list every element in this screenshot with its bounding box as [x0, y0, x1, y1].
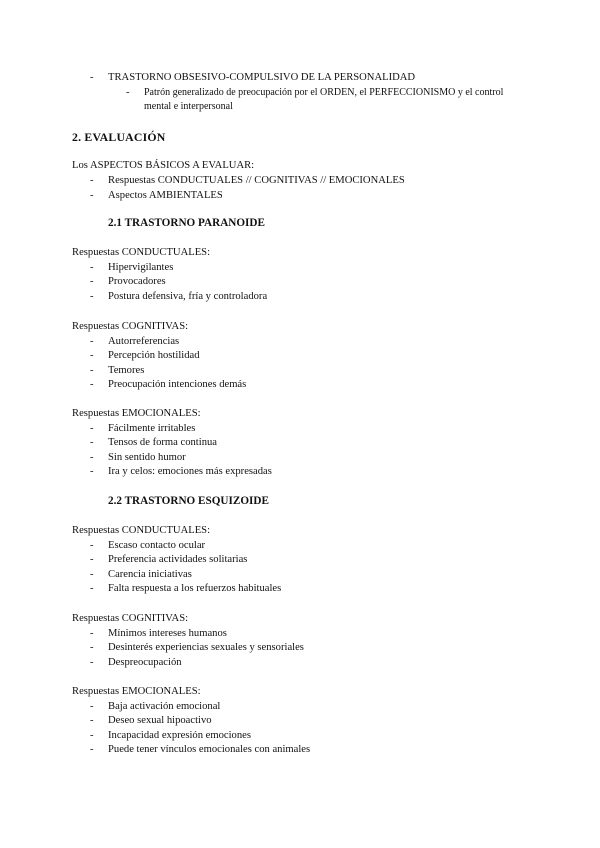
list-item-text: Aspectos AMBIENTALES — [108, 189, 223, 201]
bullet-dash: - — [90, 729, 94, 741]
list-item-text: Despreocupación — [108, 656, 182, 668]
bullet-dash: - — [90, 437, 94, 449]
list-item — [0, 422, 600, 437]
list-item — [0, 189, 600, 204]
list-item-text: Escaso contacto ocular — [108, 539, 206, 551]
list-item — [0, 349, 600, 364]
list-item — [0, 465, 600, 480]
bullet-dash: - — [90, 744, 94, 756]
list-item — [0, 539, 600, 554]
list-item-text: Preocupación intenciones demás — [108, 379, 247, 391]
list-item-text: Baja activación emocional — [108, 700, 221, 712]
bullet-dash: - — [90, 175, 94, 186]
bullet-dash: - — [90, 627, 94, 639]
response-group — [0, 524, 600, 597]
bullet-dash: - — [90, 379, 94, 391]
list-item-text: Postura defensiva, fría y controladora — [108, 290, 268, 302]
response-group — [0, 685, 600, 758]
list-item — [0, 451, 600, 466]
list-item — [0, 553, 600, 568]
list-item-text: Sin sentido humor — [108, 451, 186, 463]
group-title: Respuestas EMOCIONALES: — [72, 408, 201, 419]
response-group — [0, 612, 600, 670]
list-item-text: Deseo sexual hipoactivo — [108, 715, 212, 727]
intro-block — [0, 71, 600, 115]
list-item-text: Mínimos intereses humanos — [108, 627, 227, 639]
bullet-dash: - — [126, 86, 130, 98]
list-item-text: Hipervigilantes — [108, 261, 174, 273]
group-title: Respuestas CONDUCTUALES: — [72, 247, 211, 258]
list-item-text: Ira y celos: emociones más expresadas — [108, 466, 272, 478]
list-item — [0, 714, 600, 729]
list-item-text: Percepción hostilidad — [108, 350, 200, 362]
bullet-dash: - — [90, 656, 94, 668]
list-item-text: Incapacidad expresión emociones — [108, 729, 251, 741]
sub-list-item — [0, 86, 600, 115]
list-item — [0, 743, 600, 758]
bullet-dash: - — [90, 568, 94, 580]
list-item-text: Temores — [108, 364, 145, 376]
list-item-text: Autorreferencias — [108, 335, 180, 347]
list-item — [0, 700, 600, 715]
list-item — [0, 290, 600, 305]
list-item-text: Tensos de forma continua — [108, 437, 217, 449]
bullet-dash: - — [90, 466, 94, 478]
list-item — [0, 335, 600, 350]
bullet-dash: - — [90, 554, 94, 566]
bullet-dash: - — [90, 189, 94, 201]
group-title: Respuestas COGNITIVAS: — [72, 321, 189, 332]
list-item — [0, 627, 600, 642]
list-item-text: Falta respuesta a los refuerzos habituales — [108, 583, 282, 595]
bullet-dash: - — [90, 364, 94, 376]
bullet-dash: - — [90, 72, 94, 83]
list-item — [0, 436, 600, 451]
response-group — [0, 407, 600, 480]
bullet-dash: - — [90, 583, 94, 595]
list-item — [0, 729, 600, 744]
list-item — [0, 582, 600, 597]
group-title: Respuestas EMOCIONALES: — [72, 686, 201, 697]
list-item — [0, 174, 600, 189]
list-item-text: Respuestas CONDUCTUALES // COGNITIVAS // EMOCIONALES — [108, 175, 405, 186]
list-item — [0, 261, 600, 276]
list-item — [0, 275, 600, 290]
list-item — [0, 568, 600, 583]
bullet-dash: - — [90, 642, 94, 654]
subsection-heading: 2.1 TRASTORNO PARANOIDE — [108, 217, 265, 229]
list-item-text: TRASTORNO OBSESIVO-COMPULSIVO DE LA PERSONALIDAD — [108, 72, 416, 83]
list-item-text: Desinterés experiencias sexuales y sensoriales — [108, 642, 304, 654]
bullet-dash: - — [90, 539, 94, 551]
group-title: Respuestas COGNITIVAS: — [72, 613, 189, 624]
response-group — [0, 246, 600, 304]
list-item-text: Preferencia actividades solitarias — [108, 554, 248, 566]
list-item-text: Carencia iniciativas — [108, 568, 192, 580]
list-item — [0, 71, 600, 86]
section-lead: Los ASPECTOS BÁSICOS A EVALUAR: — [72, 160, 255, 171]
section-heading: 2. EVALUACIÓN — [72, 130, 166, 144]
sub-list-item-text: Patrón generalizado de preocupación por el ORDEN, el PERFECCIONISMO y el control mental e interpersonal — [144, 86, 504, 113]
bullet-dash: - — [90, 422, 94, 434]
bullet-dash: - — [90, 261, 94, 273]
response-group — [0, 320, 600, 393]
bullet-dash: - — [90, 700, 94, 712]
list-item-text: Provocadores — [108, 276, 166, 288]
list-item-text: Puede tener vínculos emocionales con animales — [108, 744, 311, 756]
subsection-heading: 2.2 TRASTORNO ESQUIZOIDE — [108, 495, 269, 507]
list-item — [0, 364, 600, 379]
list-item — [0, 378, 600, 393]
bullet-dash: - — [90, 715, 94, 727]
bullet-dash: - — [90, 350, 94, 362]
evaluacion-list — [0, 174, 600, 203]
list-item — [0, 656, 600, 671]
bullet-dash: - — [90, 276, 94, 288]
group-title: Respuestas CONDUCTUALES: — [72, 525, 211, 536]
bullet-dash: - — [90, 290, 94, 302]
bullet-dash: - — [90, 335, 94, 347]
list-item — [0, 641, 600, 656]
list-item-text: Fácilmente irritables — [108, 422, 196, 434]
bullet-dash: - — [90, 451, 94, 463]
